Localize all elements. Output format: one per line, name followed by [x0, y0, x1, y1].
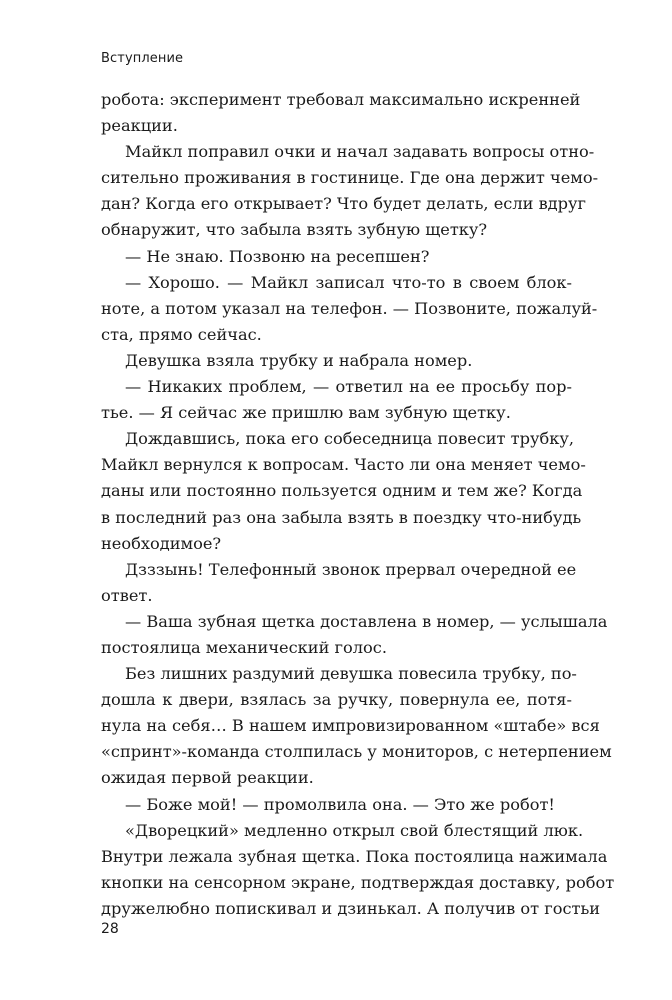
text-line: — Ваша зубная щетка доставлена в номер, — услышала [125, 611, 608, 631]
text-line: Майкл вернулся к вопросам. Часто ли она меняет чемо- [101, 455, 586, 475]
text-line: Внутри лежала зубная щетка. Пока постоялица нажимала [101, 846, 608, 866]
paragraph-10 [101, 661, 612, 791]
text-line: ста, прямо сейчас. [101, 324, 262, 344]
text-line: ожидая первой реакции. [101, 768, 314, 788]
text-line: нула на себя… В нашем импровизированном «штабе» вся [101, 716, 600, 736]
text-line: ответ. [101, 585, 153, 605]
paragraph-8 [101, 557, 577, 609]
text-line: «Дворецкий» медленно открыл свой блестящий люк. [125, 820, 584, 840]
text-line: постоялица механический голос. [101, 637, 387, 657]
text-line: Девушка взяла трубку и набрала номер. [125, 350, 473, 370]
paragraph-7 [101, 426, 586, 556]
paragraph-4 [101, 270, 598, 348]
text-line: в последний раз она забыла взять в поездку что-нибудь [101, 507, 582, 527]
text-line: робота: эксперимент требовал максимально искренней [101, 90, 581, 109]
text-line: реакции. [101, 116, 178, 136]
text-line: Без лишних раздумий девушка повесила трубку, по- [125, 664, 577, 684]
paragraph-11 [101, 792, 572, 818]
paragraph-6 [101, 374, 572, 426]
text-line: сительно проживания в гостинице. Где она держит чемо- [101, 168, 599, 188]
paragraph-12 [101, 818, 615, 922]
text-line: — Никаких проблем, — ответил на ее просьбу пор- [125, 377, 572, 397]
paragraph-9 [101, 609, 608, 661]
paragraph-2 [101, 139, 599, 243]
text-line: дан? Когда его открывает? Что будет делать, если вдруг [101, 194, 587, 214]
text-line: дошла к двери, взялась за ручку, повернула ее, потя- [101, 690, 572, 710]
text-line: «спринт»-команда столпилась у мониторов, с нетерпением [101, 742, 612, 762]
running-head: Вступление [101, 51, 184, 66]
text-line: ноте, а потом указал на телефон. — Позвоните, пожалуй- [101, 298, 598, 318]
paragraph-3 [101, 244, 572, 270]
body-text [101, 87, 615, 922]
text-line: Дзззынь! Телефонный звонок прервал очередной ее [125, 559, 577, 579]
text-line: необходимое? [101, 533, 222, 553]
text-line: Майкл поправил очки и начал задавать вопросы отно- [125, 142, 595, 162]
text-line: — Не знаю. Позвоню на ресепшен? [125, 246, 430, 266]
text-line: кнопки на сенсорном экране, подтверждая доставку, робот [101, 872, 615, 892]
text-line: — Боже мой! — промолвила она. — Это же робот! [125, 794, 555, 814]
text-line: — Хорошо. — Майкл записал что-то в своем блок- [125, 272, 572, 292]
text-line: Дождавшись, пока его собеседница повесит трубку, [125, 429, 575, 449]
paragraph-5 [101, 348, 572, 374]
text-line: тье. — Я сейчас же пришлю вам зубную щетку. [101, 403, 511, 423]
text-line: обнаружит, что забыла взять зубную щетку? [101, 220, 488, 240]
page-number: 28 [101, 921, 119, 937]
paragraph-1 [101, 87, 581, 139]
text-line: даны или постоянно пользуется одним и тем же? Когда [101, 481, 583, 501]
text-line: дружелюбно попискивал и дзинькал. А получив от гостьи [101, 898, 601, 918]
